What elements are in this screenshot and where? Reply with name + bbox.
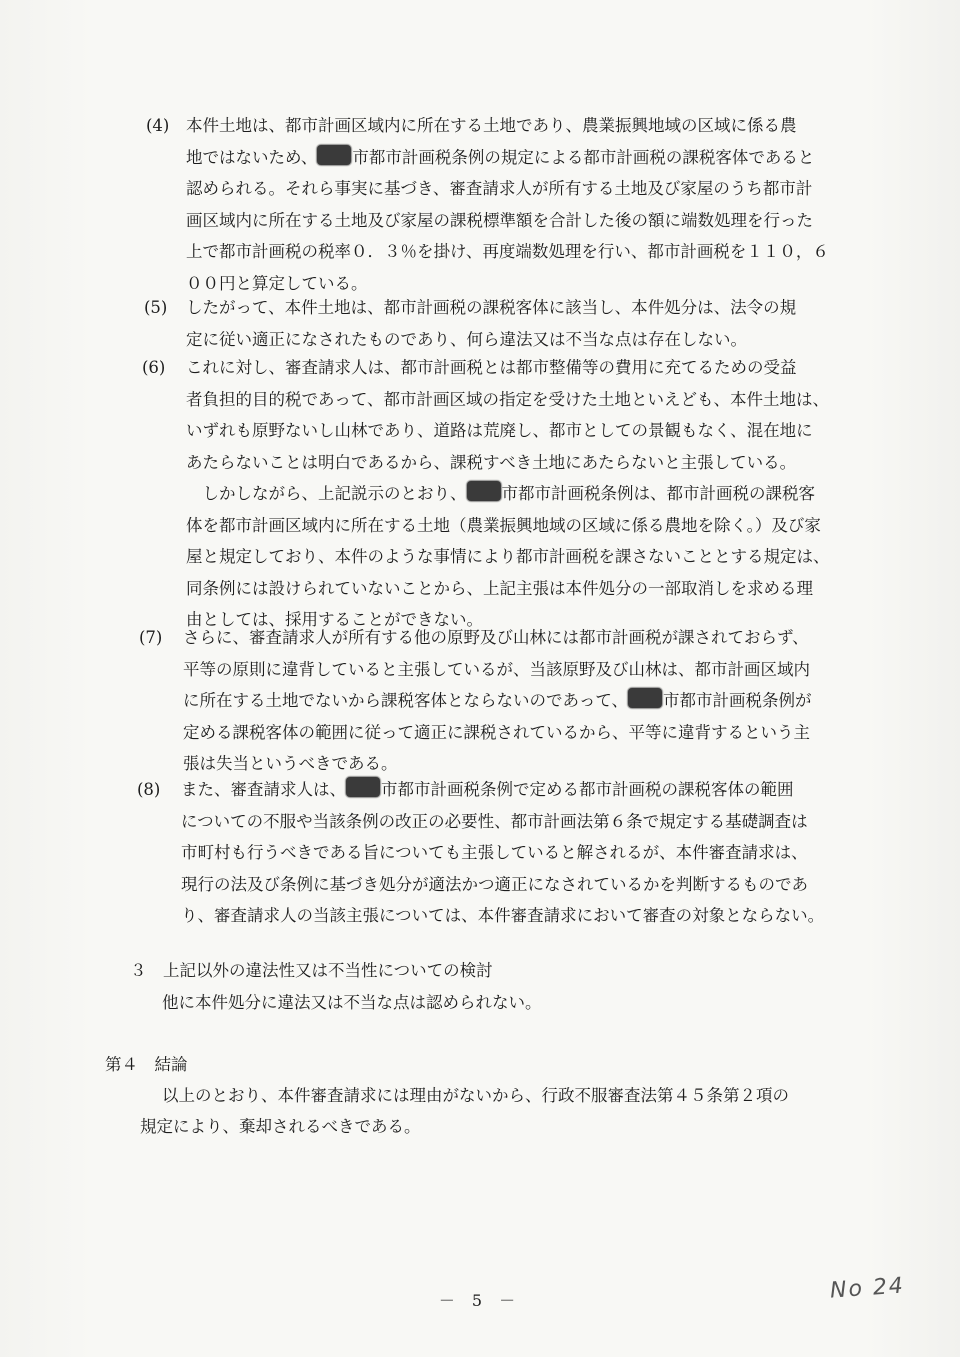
- paragraph-body: [186, 110, 829, 299]
- text-run: いずれも原野ないし山林であり、道路は荒廃し、都市としての景観もなく、混在地に: [186, 421, 813, 440]
- text-run: に所在する土地でないから課税客体とならないのであって、: [183, 691, 629, 710]
- text-run: あたらないことは明白であるから、課税すべき土地にあたらないと主張している。: [186, 452, 797, 472]
- paragraph-body: [183, 622, 812, 780]
- text-run: 者負担的目的税であって、都市計画区域の指定を受けた土地といえども、本件土地は、: [186, 389, 830, 409]
- section-3-heading: ３ 上記以外の違法性又は不当性についての検討: [130, 961, 493, 980]
- text-run: 定に従い適正になされたものであり、何ら違法又は不当な点は存在しない。: [186, 329, 747, 349]
- paragraph-body: [186, 352, 830, 636]
- paragraph-number: (8): [137, 780, 161, 799]
- text-run: 市都市計画税条例が: [663, 691, 812, 710]
- handwritten-note: No 24: [829, 1273, 906, 1304]
- text-run: 平等の原則に違背していると主張しているが、当該原野及び山林は、都市計画区域内: [183, 659, 810, 679]
- redaction-mark: [467, 481, 501, 501]
- paragraph-line: [183, 622, 812, 654]
- paragraph-6: [142, 352, 830, 636]
- text-run: 定める課税客体の範囲に従って適正に課税されているから、平等に違背するという主: [183, 722, 810, 742]
- paragraph-number: (6): [142, 358, 166, 377]
- text-run: これに対し、審査請求人は、都市計画税とは都市整備等の費用に充てるための受益: [186, 358, 797, 377]
- paragraph-line: [186, 573, 830, 605]
- paragraph-line: [181, 869, 824, 901]
- section-4-heading: 第４ 結論: [105, 1055, 188, 1074]
- text-run: さらに、審査請求人が所有する他の原野及び山林には都市計画税が課されておらず、: [183, 628, 809, 647]
- text-run: 市町村も行うべきである旨についても主張していると解されるが、本件審査請求は、: [181, 843, 808, 862]
- paragraph-line: [186, 142, 829, 174]
- text-run: り、審査請求人の当該主張については、本件審査請求において審査の対象とならない。: [181, 906, 825, 925]
- text-run: ００円と算定している。: [186, 273, 368, 293]
- text-run: 市都市計画税条例の規定による都市計画税の課税客体であると: [352, 147, 815, 167]
- paragraph-body: [181, 774, 824, 932]
- text-run: 上で都市計画税の税率０．３％を掛け、再度端数処理を行い、都市計画税を１１０，６: [186, 242, 829, 261]
- paragraph-line: [186, 447, 830, 479]
- paragraph-line: [186, 352, 830, 384]
- text-run: 地ではないため、: [186, 147, 318, 167]
- text-run: 屋と規定しており、本件のような事情により都市計画税を課さないこととする規定は、: [186, 547, 830, 566]
- text-run: についての不服や当該条例の改正の必要性、都市計画法第６条で規定する基礎調査は: [181, 811, 808, 831]
- text-run: 画区域内に所在する土地及び家屋の課税標準額を合計した後の額に端数処理を行った: [186, 210, 813, 230]
- paragraph-number: (4): [146, 116, 170, 135]
- text-run: 市都市計画税条例で定める都市計画税の課税客体の範囲: [381, 780, 794, 799]
- paragraph-line: [186, 384, 830, 416]
- text-run: 本件土地は、都市計画区域内に所在する土地であり、農業振興地域の区域に係る農: [186, 116, 797, 135]
- paragraph-line: [186, 541, 830, 573]
- text-run: 張は失当というべきである。: [183, 754, 398, 773]
- paragraph-line: [181, 774, 824, 806]
- section-4-line-1: 以上のとおり、本件審査請求には理由がないから、行政不服審査法第４５条第２項の: [162, 1086, 789, 1105]
- page-number: － 5 －: [438, 1291, 522, 1310]
- paragraph-number: (7): [139, 628, 163, 647]
- paragraph-line: [186, 510, 830, 542]
- paragraph-line: [186, 292, 796, 324]
- text-run: 市都市計画税条例は、都市計画税の課税客: [501, 484, 815, 503]
- paragraph-4: [146, 110, 829, 299]
- paragraph-line: [186, 324, 796, 356]
- paragraph-line: [181, 900, 824, 932]
- section-4-line-2: 規定により、棄却されるべきである。: [140, 1117, 421, 1136]
- paragraph-line: [181, 837, 824, 869]
- text-run: 認められる。それら事実に基づき、審査請求人が所有する土地及び家屋のうち都市計: [186, 179, 813, 198]
- paragraph-line: [183, 717, 812, 749]
- paragraph-line: [186, 205, 829, 237]
- redaction-mark: [628, 688, 662, 708]
- paragraph-line: [186, 110, 829, 142]
- redaction-mark: [317, 145, 351, 165]
- paragraph-number: (5): [144, 298, 168, 317]
- redaction-mark: [346, 777, 380, 797]
- paragraph-line: [183, 685, 812, 717]
- section-3-body: 他に本件処分に違法又は不当な点は認められない。: [162, 993, 542, 1012]
- paragraph-line: [186, 236, 829, 268]
- paragraph-line: [181, 806, 824, 838]
- paragraph-line: [186, 478, 830, 510]
- text-run: 体を都市計画区域内に所在する土地（農業振興地域の区域に係る農地を除く。）及び家: [186, 515, 821, 535]
- text-run: また、審査請求人は、: [181, 780, 346, 799]
- text-run: 由としては、採用することができない。: [186, 610, 483, 629]
- paragraph-body: [186, 292, 796, 355]
- paragraph-line: [183, 654, 812, 686]
- paragraph-line: [186, 415, 830, 447]
- text-run: したがって、本件土地は、都市計画税の課税客体に該当し、本件処分は、法令の規: [186, 298, 797, 317]
- paragraph-5: [144, 292, 797, 355]
- text-run: しかしながら、上記説示のとおり、: [186, 484, 467, 503]
- paragraph-line: [186, 173, 829, 205]
- paragraph-8: [137, 774, 825, 932]
- paragraph-7: [139, 622, 812, 780]
- text-run: 同条例には設けられていないことから、上記主張は本件処分の一部取消しを求める理: [186, 578, 813, 598]
- text-run: 現行の法及び条例に基づき処分が適法かつ適正になされているかを判断するものであ: [181, 874, 808, 894]
